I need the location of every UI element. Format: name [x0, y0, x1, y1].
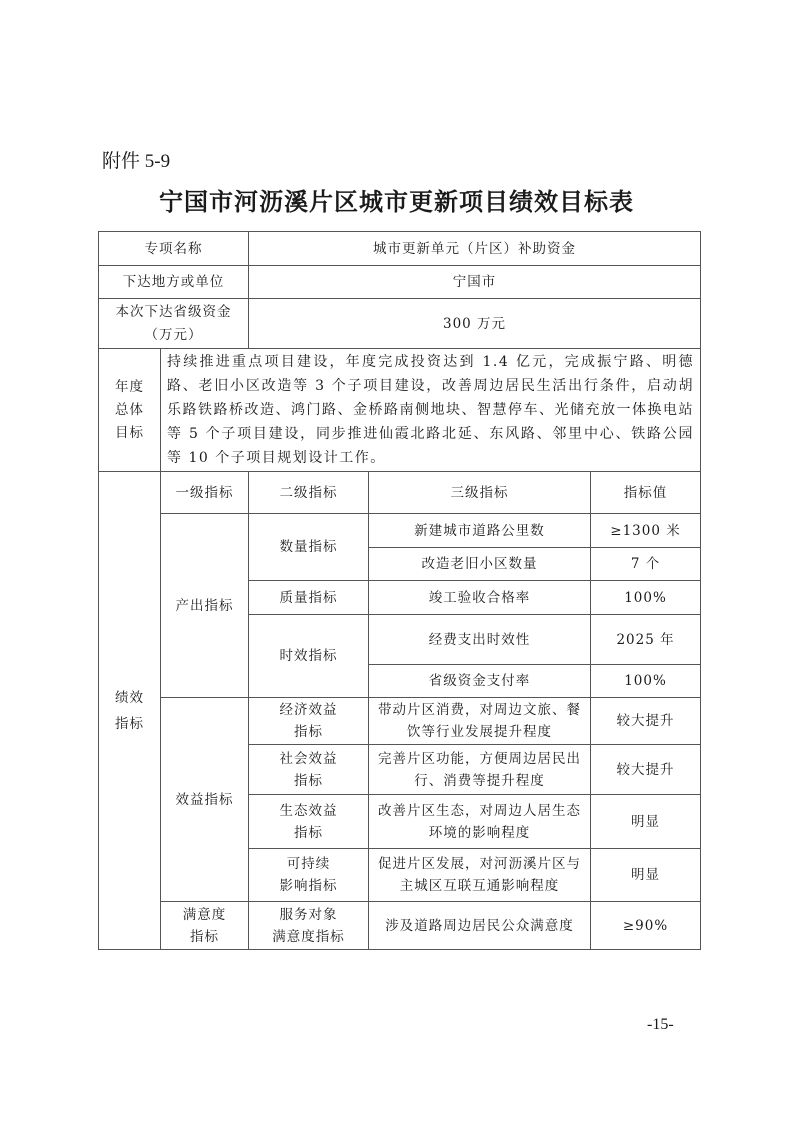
indicator-value: ≥90% — [591, 902, 701, 950]
label-line: 指标 — [294, 724, 323, 740]
header-level3: 三级指标 — [369, 472, 591, 514]
level3: 新建城市道路公里数 — [369, 514, 591, 548]
annual-goal-label — [99, 349, 161, 472]
table-header-row — [99, 472, 701, 514]
level2-quality: 质量指标 — [249, 581, 369, 615]
label-line: 行、消费等提升程度 — [414, 772, 545, 789]
header-value: 指标值 — [591, 472, 701, 514]
label-line: 目标 — [115, 424, 144, 441]
indicator-value: 较大提升 — [591, 698, 701, 745]
level3: 涉及道路周边居民公众满意度 — [369, 902, 591, 950]
label-line: 影响指标 — [279, 878, 338, 894]
recipient-value: 宁国市 — [249, 266, 701, 299]
level3 — [369, 745, 591, 795]
performance-table — [98, 231, 701, 950]
label-line: 饮等行业发展提升程度 — [407, 724, 552, 740]
level3: 改造老旧小区数量 — [369, 548, 591, 581]
header-level1: 一级指标 — [161, 472, 249, 514]
label-line: 经济效益 — [279, 702, 338, 718]
indicator-value: 7 个 — [591, 548, 701, 581]
attachment-label: 附件 5-9 — [102, 151, 171, 172]
label-line: 总体 — [115, 401, 144, 418]
level3 — [369, 698, 591, 745]
level2-service — [249, 902, 369, 950]
project-name-value: 城市更新单元（片区）补助资金 — [249, 232, 701, 266]
level2-social — [249, 745, 369, 795]
label-line: 主城区互联互通影响程度 — [399, 878, 560, 894]
label-line: 促进片区发展，对河沥溪片区与 — [378, 856, 581, 872]
table-row — [99, 902, 701, 950]
indicator-value: ≥1300 米 — [591, 514, 701, 548]
perf-label — [99, 472, 161, 950]
indicator-value: 明显 — [591, 795, 701, 849]
indicator-value: 明显 — [591, 849, 701, 902]
table-row — [99, 349, 701, 472]
label-line: 满意度 — [182, 906, 227, 923]
funds-label-line: （万元） — [144, 326, 203, 343]
label-line: 服务对象 — [279, 906, 338, 923]
label-line: 年度 — [115, 378, 144, 395]
level2-timeliness: 时效指标 — [249, 615, 369, 698]
level2-sustainable — [249, 849, 369, 902]
level3: 竣工验收合格率 — [369, 581, 591, 615]
table-row — [99, 514, 701, 548]
label-line: 指标 — [115, 715, 144, 732]
table-row — [99, 698, 701, 745]
indicator-value: 较大提升 — [591, 745, 701, 795]
label-line: 社会效益 — [279, 750, 338, 767]
label-line: 绩效 — [115, 689, 144, 706]
funds-label-line: 本次下达省级资金 — [115, 303, 232, 320]
table-row — [99, 299, 701, 349]
label-line: 带动片区消费，对周边文旅、餐 — [378, 702, 581, 718]
label-line: 指标 — [294, 772, 323, 789]
label-line: 完善片区功能，方便周边居民出 — [378, 750, 581, 767]
header-level2: 二级指标 — [249, 472, 369, 514]
level3: 省级资金支付率 — [369, 665, 591, 698]
project-name-label: 专项名称 — [99, 232, 249, 266]
table-row — [99, 266, 701, 299]
level3 — [369, 795, 591, 849]
level1-satisfaction — [161, 902, 249, 950]
label-line: 满意度指标 — [272, 928, 345, 945]
level2-economic — [249, 698, 369, 745]
level3 — [369, 849, 591, 902]
funds-label — [99, 299, 249, 349]
page-title: 宁国市河沥溪片区城市更新项目绩效目标表 — [159, 187, 634, 216]
indicator-value: 100% — [591, 581, 701, 615]
table-row — [99, 232, 701, 266]
page-number: -15- — [647, 1016, 674, 1033]
label-line: 可持续 — [286, 856, 331, 872]
level3: 经费支出时效性 — [369, 615, 591, 665]
annual-goal-text: 持续推进重点项目建设，年度完成投资达到 1.4 亿元，完成振宁路、明德路、老旧小区改造等 3 个子项目建设，改善周边居民生活出行条件，启动胡乐路铁路桥改造、鸿门路、金桥路南侧地块、智慧停车、光储充放一体换电站等 5 个子项目建设，同步推进仙霞北路北延、东风路、邻里中心、铁路公园等 10 个子项目规划设计工作。 — [161, 349, 701, 472]
label-line: 改善片区生态，对周边人居生态 — [378, 802, 581, 819]
indicator-value: 2025 年 — [591, 615, 701, 665]
level1-output: 产出指标 — [161, 514, 249, 698]
label-line: 指标 — [294, 824, 323, 841]
level2-quantity: 数量指标 — [249, 514, 369, 581]
indicator-value: 100% — [591, 665, 701, 698]
label-line: 指标 — [190, 928, 219, 945]
funds-value: 300 万元 — [249, 299, 701, 349]
label-line: 环境的影响程度 — [428, 824, 531, 841]
recipient-label: 下达地方或单位 — [99, 266, 249, 299]
level2-ecological — [249, 795, 369, 849]
level1-benefit: 效益指标 — [161, 698, 249, 902]
label-line: 生态效益 — [279, 802, 338, 819]
